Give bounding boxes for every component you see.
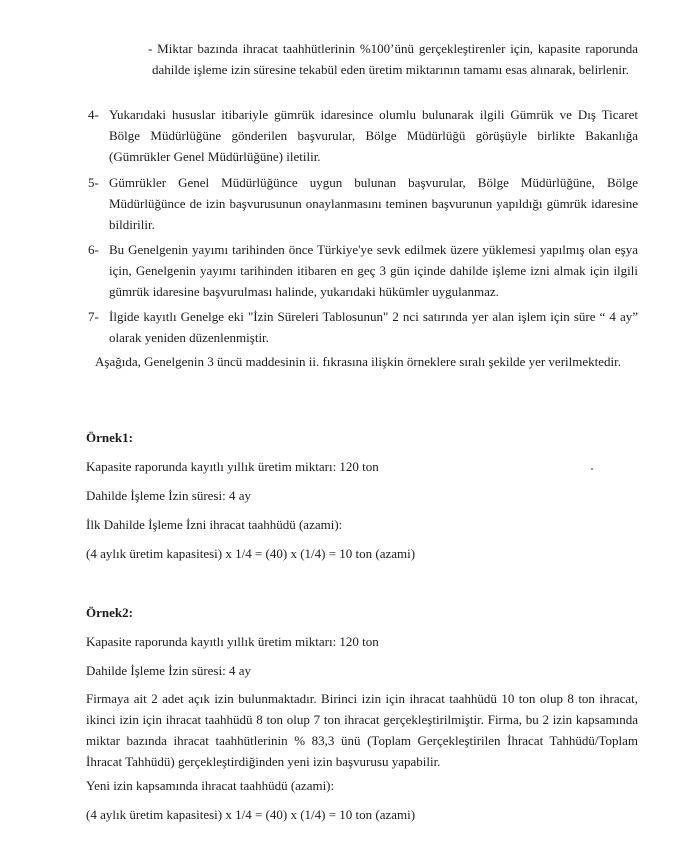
item-number: 6-	[88, 242, 99, 257]
example2-formula: (4 aylık üretim kapasitesi) x 1/4 = (40) x (1/4) = 10 ton (azami)	[86, 807, 416, 822]
example1-capacity: Kapasite raporunda kayıtlı yıllık üretim miktarı: 120 ton	[86, 459, 379, 474]
item-number: 4-	[88, 107, 99, 122]
example2-capacity: Kapasite raporunda kayıtlı yıllık üretim miktarı: 120 ton	[86, 634, 379, 649]
item-text: Bu Genelgenin yayımı tarihinden önce Türkiye'ye sevk edilmek üzere yüklemesi yapılmış olan eşya için, Genelgenin yayımı tarihinden itibaren en geç 3 gün içinde dahilde işleme izni almak için ilgili gümrük idaresine başvurulması halinde, yukarıdaki hükümler uygulanmaz.	[109, 242, 638, 299]
item-text: Gümrükler Genel Müdürlüğünce uygun bulunan başvurular, Bölge Müdürlüğüne, Bölge Müdürlüğünce de izin başvurusunun onaylanmasını teminen başvurunun yapıldığı gümrük idaresine bildirilir.	[109, 175, 638, 232]
example1-formula: (4 aylık üretim kapasitesi) x 1/4 = (40) x (1/4) = 10 ton (azami)	[86, 546, 416, 561]
example1-first-commitment: İlk Dahilde İşleme İzni ihracat taahhüdü (azami):	[86, 517, 343, 532]
example2-new-commitment: Yeni izin kapsamında ihracat taahhüdü (azami):	[86, 778, 335, 793]
example2-description: Firmaya ait 2 adet açık izin bulunmaktadır. Birinci izin için ihracat taahhüdü 10 ton olup 8 ton ihracat, ikinci izin için ihracat taahhüdü 8 ton olup 7 ton ihracat gerçekleştirilmiştir. Firma, bu 2 izin kapsamında miktar bazında ihracat taahhütlerinin % 83,3 ünü (Toplam Gerçekleştirilen İhracat Tahhüdü/Toplam İhracat Tahhüdü) gerçekleştirdiğinden yeni izin başvurusu yapabilir.	[86, 691, 638, 769]
item-text: Yukarıdaki hususlar itibariyle gümrük idaresince olumlu bulunarak ilgili Gümrük ve Dış Ticaret Bölge Müdürlüğüne gönderilen başvurular, Bölge Müdürlüğü görüşüyle birlikte Bakanlığa (Gümrükler Genel Müdürlüğüne) iletilir.	[109, 107, 638, 164]
item-number: 5-	[88, 175, 99, 190]
example1-duration: Dahilde İşleme İzin süresi: 4 ay	[86, 488, 251, 503]
item-number: 7-	[88, 309, 99, 324]
example1-title: Örnek1:	[86, 430, 133, 445]
item-text: İlgide kayıtlı Genelge eki "İzin Süreleri Tablosunun" 2 nci satırında yer alan işlem için süre “ 4 ay” olarak yeniden düzenlenmiştir.	[109, 309, 638, 345]
scan-speck	[591, 468, 593, 470]
example2-title: Örnek2:	[86, 605, 133, 620]
intro-bullet-paragraph: - Miktar bazında ihracat taahhütlerinin %100’ünü gerçekleştirenler için, kapasite raporunda dahilde işleme izin süresine tekabül eden üretim miktarının tamamı esas alınarak, belirlenir.	[148, 41, 638, 77]
examples-intro-paragraph: Aşağıda, Genelgenin 3 üncü maddesinin ii. fıkrasına ilişkin örneklere sıralı şekilde yer verilmektedir.	[95, 354, 621, 369]
example2-duration: Dahilde İşleme İzin süresi: 4 ay	[86, 663, 251, 678]
